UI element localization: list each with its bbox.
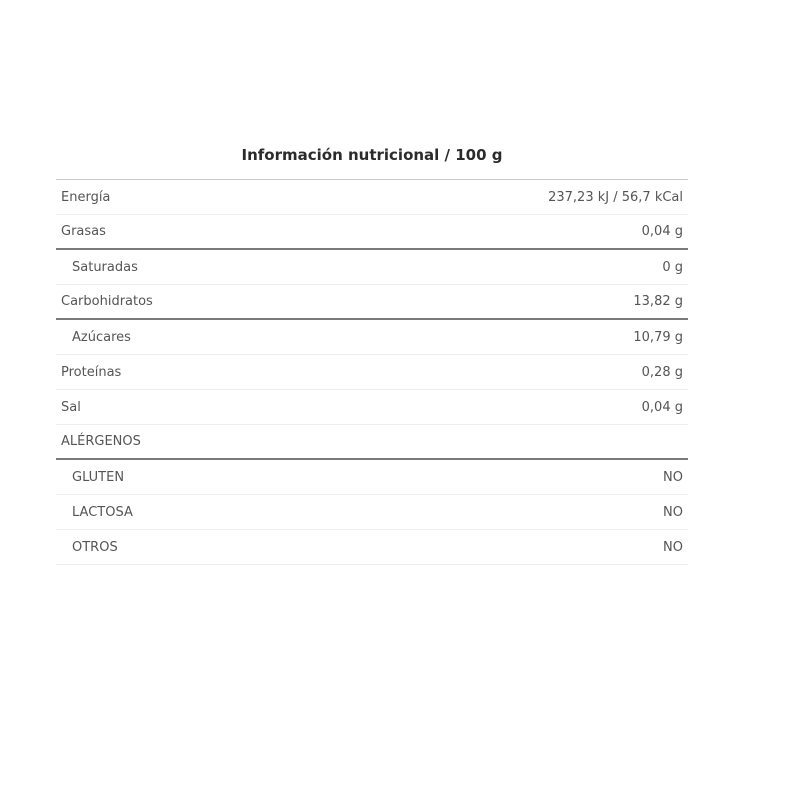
row-energia — [56, 180, 688, 215]
row-value: 237,23 kJ / 56,7 kCal — [548, 189, 683, 205]
row-label: GLUTEN — [72, 469, 125, 485]
row-otros — [56, 530, 688, 565]
row-value: 0,04 g — [641, 399, 683, 415]
row-label: Proteínas — [61, 364, 122, 380]
row-grasas — [56, 215, 688, 250]
row-gluten — [56, 460, 688, 495]
row-saturadas — [56, 250, 688, 285]
row-label: Sal — [61, 399, 81, 415]
row-label: Energía — [61, 189, 111, 205]
row-label: Saturadas — [72, 259, 138, 275]
row-label: LACTOSA — [72, 504, 133, 520]
row-value: 13,82 g — [633, 294, 683, 309]
row-value: 0 g — [662, 259, 683, 275]
row-sal — [56, 390, 688, 425]
row-label: Azúcares — [72, 329, 131, 345]
row-proteinas — [56, 355, 688, 390]
row-value: NO — [663, 469, 683, 485]
nutrition-table — [56, 138, 688, 565]
row-lactosa — [56, 495, 688, 530]
row-value: 0,04 g — [641, 224, 683, 239]
row-label: ALÉRGENOS — [61, 434, 141, 449]
table-title: Información nutricional / 100 g — [56, 138, 688, 180]
row-carbohidratos — [56, 285, 688, 320]
row-azucares — [56, 320, 688, 355]
row-label: Carbohidratos — [61, 294, 153, 309]
row-value: NO — [663, 504, 683, 520]
row-value: NO — [663, 539, 683, 555]
row-label: OTROS — [72, 539, 118, 555]
row-value: 0,28 g — [641, 364, 683, 380]
row-label: Grasas — [61, 224, 106, 239]
row-value: 10,79 g — [633, 329, 683, 345]
row-alergenos — [56, 425, 688, 460]
